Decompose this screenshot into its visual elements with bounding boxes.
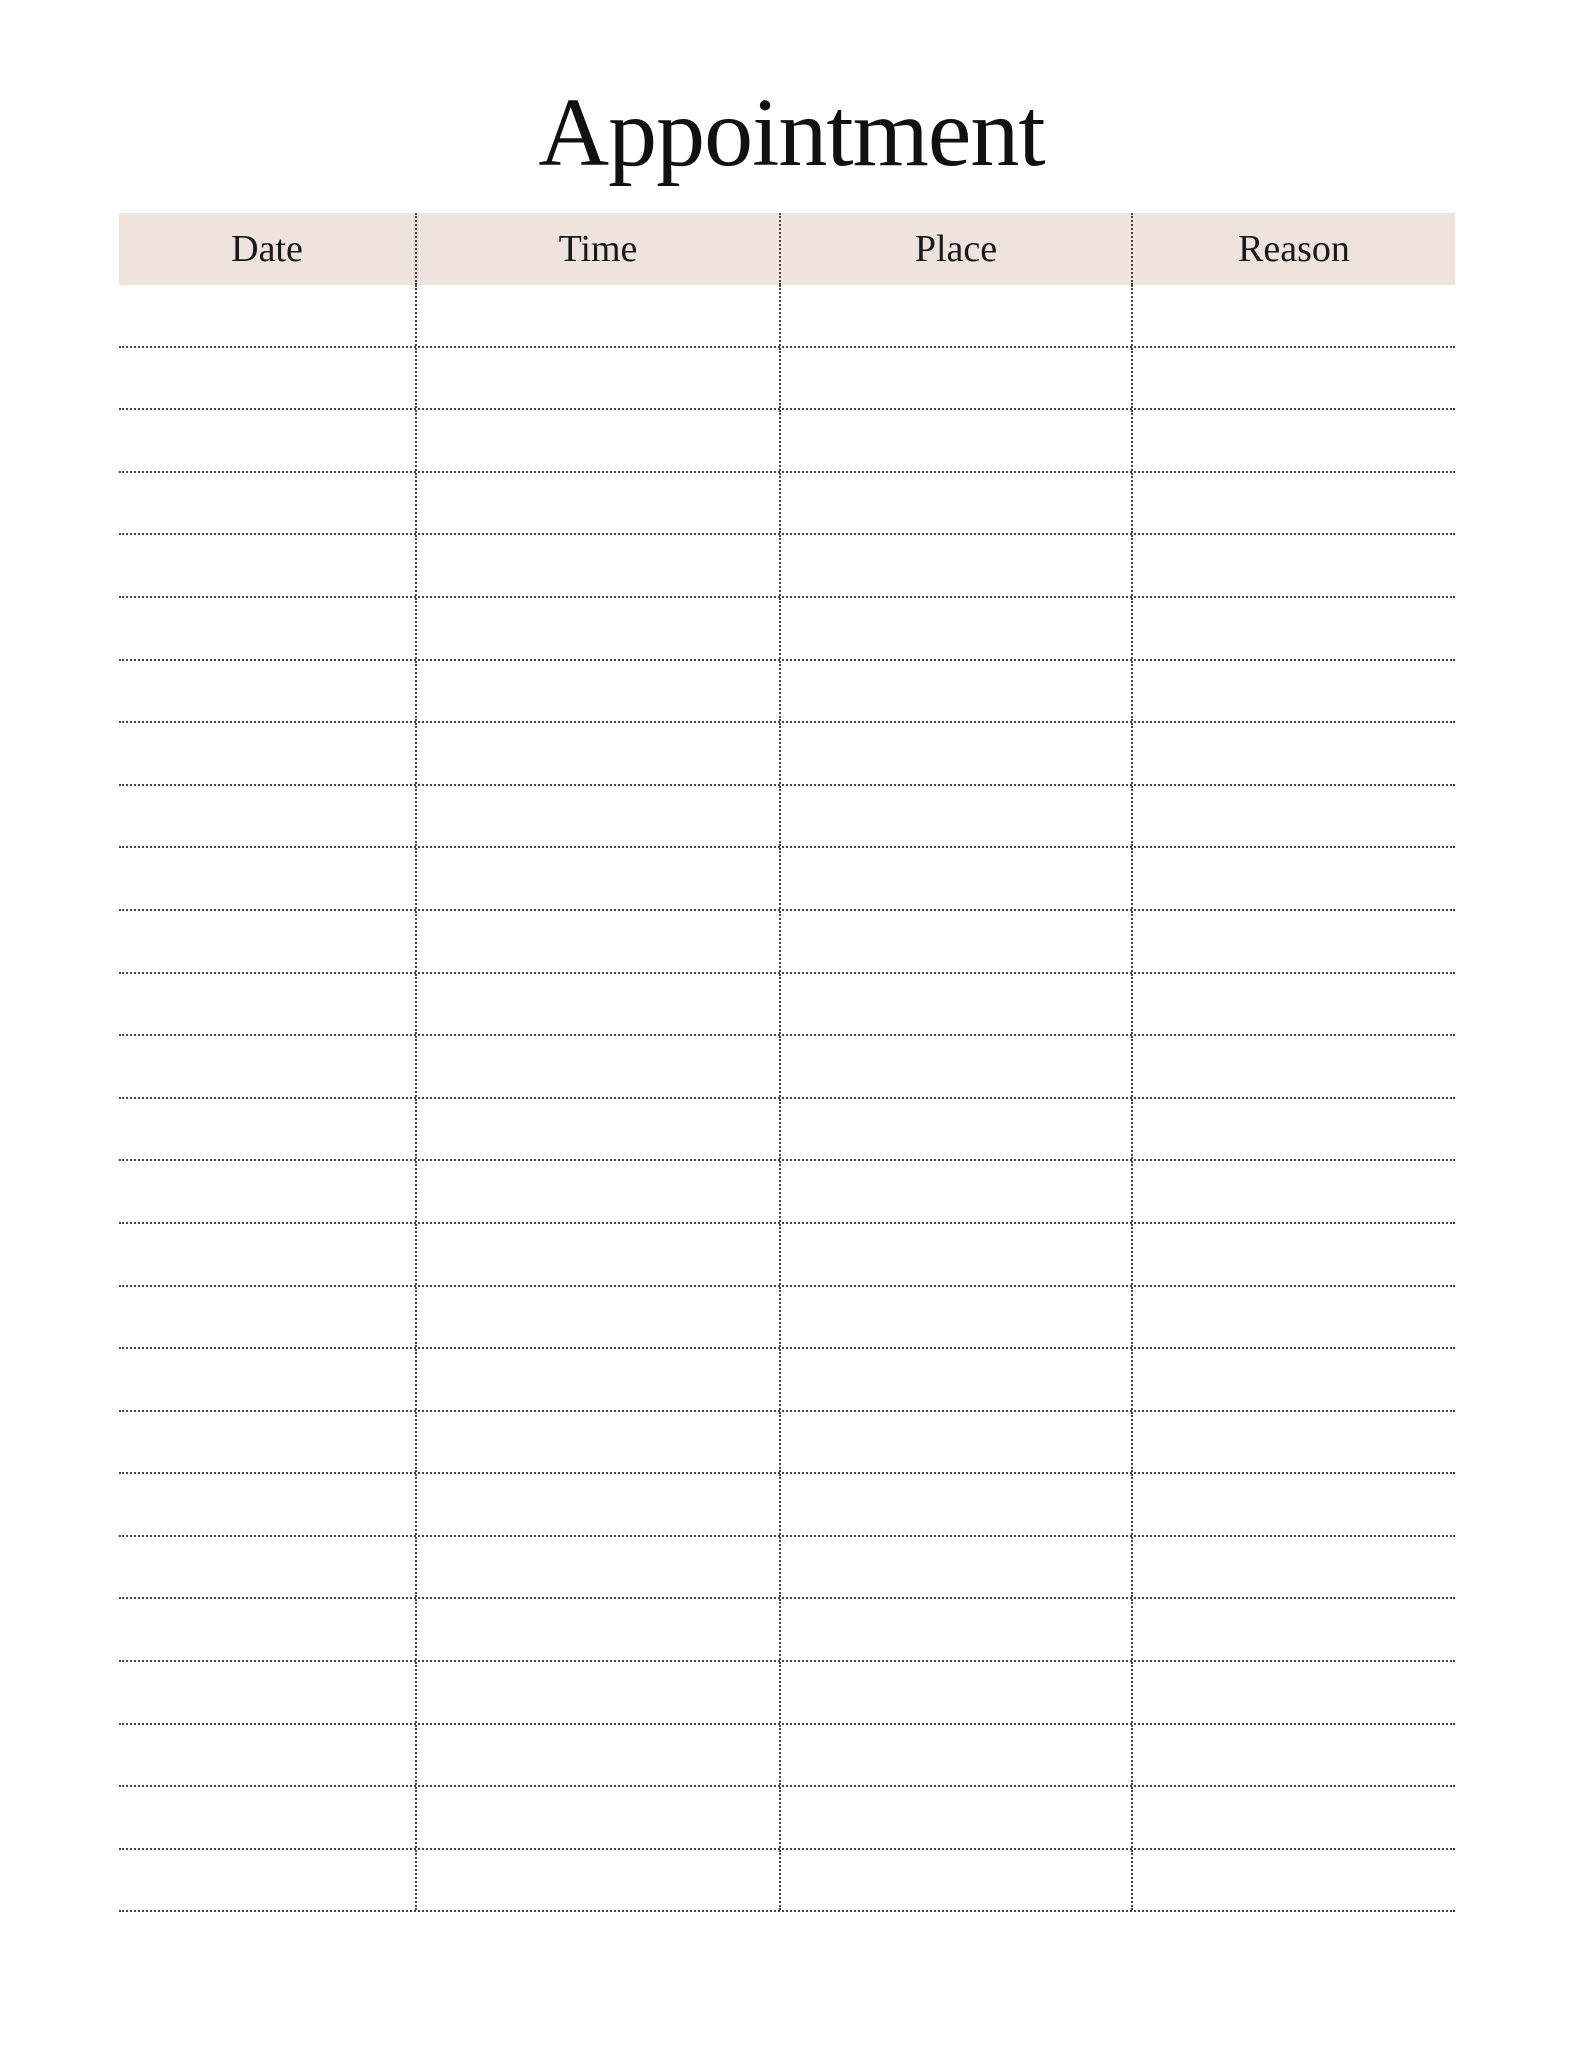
place-cell	[781, 1224, 1133, 1285]
place-cell	[781, 1787, 1133, 1848]
table-row	[119, 848, 1455, 911]
time-cell	[417, 661, 781, 722]
table-row	[119, 1537, 1455, 1600]
table-row	[119, 974, 1455, 1037]
date-cell	[119, 848, 417, 909]
reason-cell	[1133, 1161, 1455, 1222]
date-cell	[119, 1662, 417, 1723]
date-cell	[119, 473, 417, 534]
date-cell	[119, 1850, 417, 1911]
reason-cell	[1133, 723, 1455, 784]
time-cell	[417, 285, 781, 346]
column-header-time: Time	[417, 213, 781, 285]
table-row	[119, 1349, 1455, 1412]
date-cell	[119, 911, 417, 972]
date-cell	[119, 1599, 417, 1660]
table-row	[119, 473, 1455, 536]
place-cell	[781, 535, 1133, 596]
date-cell	[119, 1725, 417, 1786]
time-cell	[417, 348, 781, 409]
table-body	[119, 285, 1455, 1912]
date-cell	[119, 723, 417, 784]
column-header-reason: Reason	[1238, 228, 1350, 270]
date-cell	[119, 1036, 417, 1097]
date-cell	[119, 974, 417, 1035]
date-cell	[119, 1224, 417, 1285]
table-row	[119, 1287, 1455, 1350]
table-row	[119, 348, 1455, 411]
place-cell	[781, 1662, 1133, 1723]
table-row	[119, 410, 1455, 473]
time-cell	[417, 1787, 781, 1848]
date-cell	[119, 1412, 417, 1473]
date-cell	[119, 285, 417, 346]
date-cell	[119, 1787, 417, 1848]
date-cell	[119, 1349, 417, 1410]
date-cell	[119, 348, 417, 409]
reason-cell	[1133, 848, 1455, 909]
table-row	[119, 598, 1455, 661]
column-header-date: Date	[119, 213, 417, 285]
date-cell	[119, 1287, 417, 1348]
table-row	[119, 911, 1455, 974]
table-header	[119, 213, 1455, 285]
place-cell	[781, 598, 1133, 659]
place-cell	[781, 1537, 1133, 1598]
place-cell	[781, 1412, 1133, 1473]
date-cell	[119, 1161, 417, 1222]
place-cell	[781, 1287, 1133, 1348]
time-cell	[417, 1725, 781, 1786]
column-header-place: Place	[781, 213, 1133, 285]
reason-cell	[1133, 1850, 1455, 1911]
time-cell	[417, 1161, 781, 1222]
reason-cell	[1133, 1787, 1455, 1848]
place-cell	[781, 473, 1133, 534]
time-cell	[417, 911, 781, 972]
reason-cell	[1133, 1412, 1455, 1473]
place-cell	[781, 285, 1133, 346]
date-cell	[119, 410, 417, 471]
table-row	[119, 1850, 1455, 1913]
time-cell	[417, 598, 781, 659]
table-row	[119, 1599, 1455, 1662]
time-cell	[417, 1662, 781, 1723]
reason-cell	[1133, 911, 1455, 972]
place-cell	[781, 410, 1133, 471]
place-cell	[781, 1474, 1133, 1535]
table-row	[119, 1161, 1455, 1224]
place-cell	[781, 661, 1133, 722]
appointment-table	[119, 213, 1455, 1912]
table-row	[119, 285, 1455, 348]
reason-cell	[1133, 661, 1455, 722]
reason-cell	[1133, 1474, 1455, 1535]
reason-cell	[1133, 1349, 1455, 1410]
time-cell	[417, 848, 781, 909]
time-cell	[417, 1099, 781, 1160]
date-cell	[119, 1099, 417, 1160]
reason-cell	[1133, 1287, 1455, 1348]
time-cell	[417, 1850, 781, 1911]
time-cell	[417, 1036, 781, 1097]
date-cell	[119, 535, 417, 596]
time-cell	[417, 1474, 781, 1535]
page-title: Appointment	[538, 79, 1045, 187]
place-cell	[781, 974, 1133, 1035]
time-cell	[417, 473, 781, 534]
place-cell	[781, 723, 1133, 784]
table-row	[119, 1662, 1455, 1725]
table-row	[119, 1099, 1455, 1162]
table-row	[119, 1412, 1455, 1475]
table-row	[119, 1474, 1455, 1537]
time-cell	[417, 535, 781, 596]
reason-cell	[1133, 348, 1455, 409]
table-row	[119, 1787, 1455, 1850]
time-cell	[417, 1224, 781, 1285]
reason-cell	[1133, 1725, 1455, 1786]
place-cell	[781, 1036, 1133, 1097]
date-cell	[119, 786, 417, 847]
reason-cell	[1133, 598, 1455, 659]
place-cell	[781, 348, 1133, 409]
time-cell	[417, 1287, 781, 1348]
reason-cell	[1133, 1036, 1455, 1097]
reason-cell	[1133, 1099, 1455, 1160]
table-row	[119, 786, 1455, 849]
reason-cell	[1133, 786, 1455, 847]
time-cell	[417, 1349, 781, 1410]
date-cell	[119, 598, 417, 659]
reason-cell	[1133, 410, 1455, 471]
place-cell	[781, 1099, 1133, 1160]
reason-cell	[1133, 285, 1455, 346]
place-cell	[781, 1725, 1133, 1786]
table-row	[119, 723, 1455, 786]
time-cell	[417, 723, 781, 784]
place-cell	[781, 848, 1133, 909]
time-cell	[417, 1537, 781, 1598]
reason-cell	[1133, 1224, 1455, 1285]
time-cell	[417, 410, 781, 471]
table-row	[119, 1725, 1455, 1788]
place-cell	[781, 1599, 1133, 1660]
time-cell	[417, 974, 781, 1035]
time-cell	[417, 1599, 781, 1660]
table-row	[119, 1224, 1455, 1287]
table-row	[119, 535, 1455, 598]
time-cell	[417, 786, 781, 847]
reason-cell	[1133, 473, 1455, 534]
reason-cell	[1133, 974, 1455, 1035]
table-row	[119, 1036, 1455, 1099]
place-cell	[781, 1161, 1133, 1222]
place-cell	[781, 1850, 1133, 1911]
reason-cell	[1133, 1599, 1455, 1660]
place-cell	[781, 911, 1133, 972]
date-cell	[119, 1474, 417, 1535]
date-cell	[119, 1537, 417, 1598]
table-row	[119, 661, 1455, 724]
time-cell	[417, 1412, 781, 1473]
place-cell	[781, 786, 1133, 847]
reason-cell	[1133, 1537, 1455, 1598]
reason-cell	[1133, 1662, 1455, 1723]
place-cell	[781, 1349, 1133, 1410]
date-cell	[119, 661, 417, 722]
reason-cell	[1133, 535, 1455, 596]
